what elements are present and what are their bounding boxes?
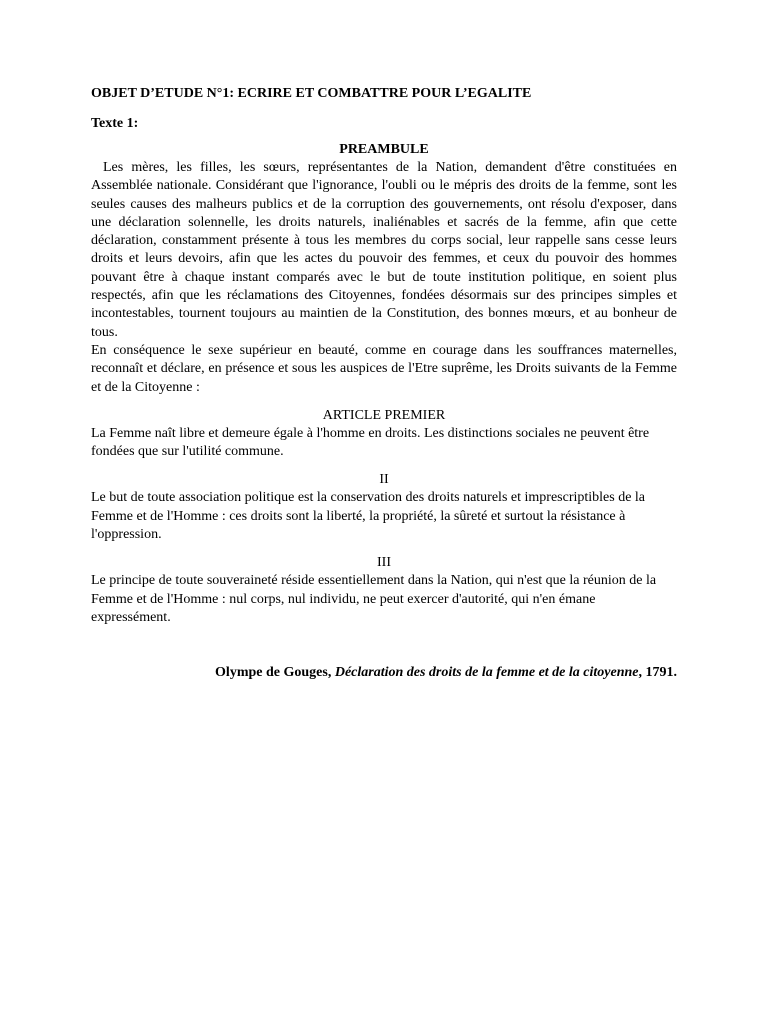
article-title-1: ARTICLE PREMIER: [322, 407, 446, 423]
preamble-paragraph-1: Les mères, les filles, les sœurs, représentantes de la Nation, demandent d'être constituées en Assemblée nationale. Considérant que l'ignorance, l'oubli ou le mépris des droits de la femme, sont les seules causes des malheurs publics et de la corruption des gouvernements, ont résolu d'exposer, dans une déclaration solennelle, les droits naturels, inaliénables et sacrés de la femme, afin que cette déclaration, constamment présente à tous les membres du corps social, leur rappelle sans cesse leurs droits et leurs devoirs, afin que les actes du pouvoir des femmes, et ceux du pouvoir des hommes pouvant être à chaque instant comparés avec le but de toute institution politique, en soient plus respectés, afin que les réclamations des Citoyennes, fondées désormais sur des principes simples et incontestables, tournent toujours au maintien de la Constitution, des bonnes mœurs, et au bonheur de tous.: [91, 160, 677, 340]
document-heading: OBJET D’ETUDE N°1: ECRIRE ET COMBATTRE POUR L’EGALITE: [91, 86, 532, 101]
preamble-paragraph-2: En conséquence le sexe supérieur en beauté, comme en courage dans les souffrances maternelles, reconnaît et déclare, en présence et sous les auspices de l'Etre suprême, les Droits suivants de la Femme et de la Citoyenne :: [91, 342, 677, 395]
article-title-3: III: [377, 555, 391, 571]
signature-work: Déclaration des droits de la femme et de la citoyenne: [334, 665, 639, 681]
article-text-3: Le principe de toute souveraineté réside essentiellement dans la Nation, qui n'est que la réunion de la Femme et de l'Homme : nul corps, nul individu, ne peut exercer d'autorité, qui n'en émane expressément.: [91, 573, 657, 625]
signature-author: Olympe de Gouges,: [215, 665, 332, 681]
article-text-1: La Femme naît libre et demeure égale à l'homme en droits. Les distinctions sociales ne peuvent être fondées que sur l'utilité commune.: [91, 425, 650, 460]
article-title-2: II: [379, 472, 389, 488]
article-text-2: Le but de toute association politique est la conservation des droits naturels et imprescriptibles de la Femme et de l'Homme : ces droits sont la liberté, la propriété, la sûreté et surtout la résistance à l'oppression.: [91, 490, 646, 543]
signature-year: , 1791.: [638, 665, 677, 681]
text-label: Texte 1:: [91, 116, 139, 131]
signature: [91, 664, 677, 682]
preamble-title: PREAMBULE: [339, 142, 429, 157]
document-page: [91, 85, 677, 682]
